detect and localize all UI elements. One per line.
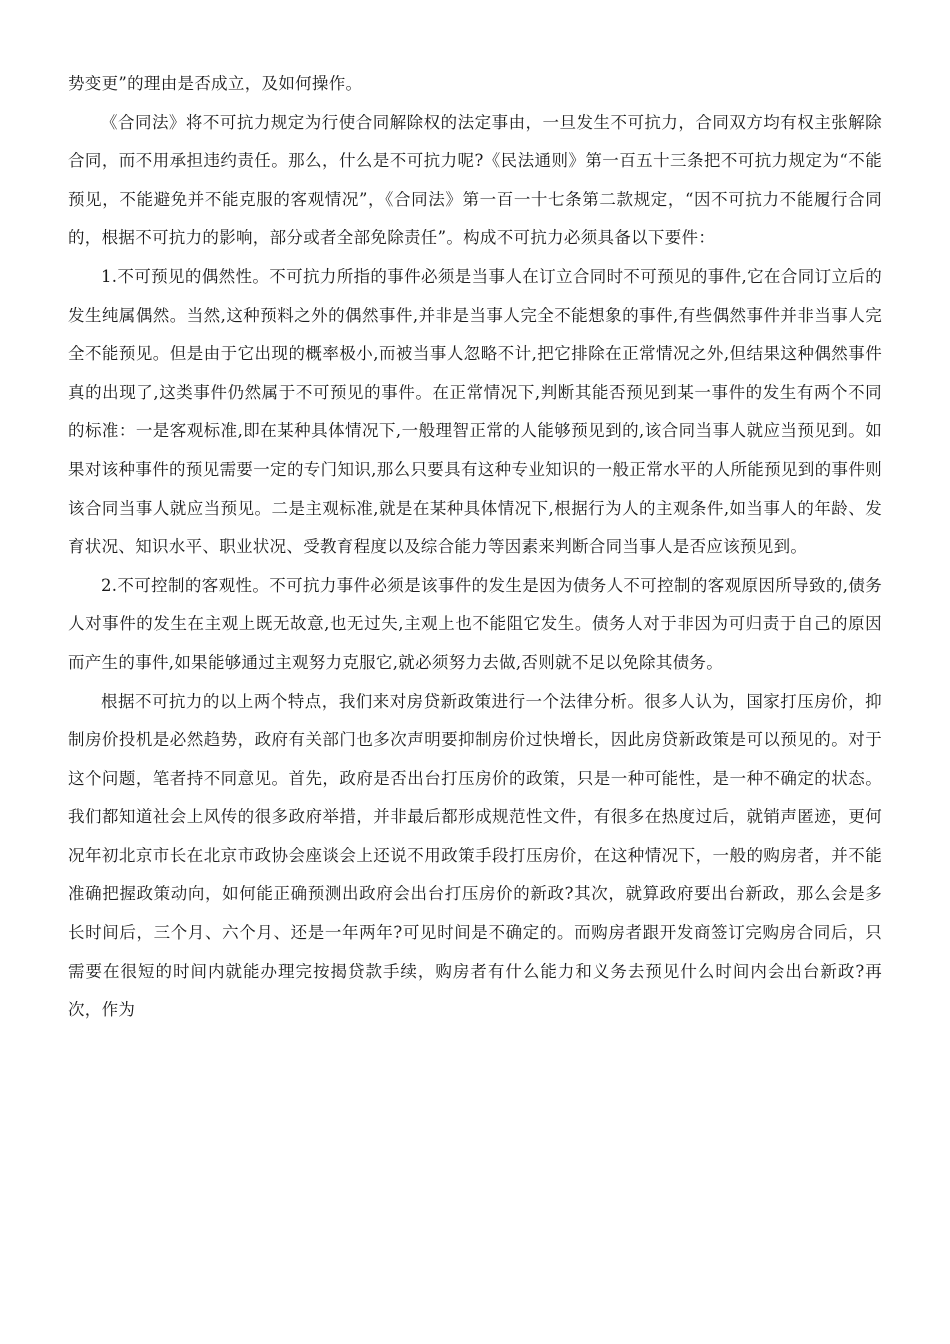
paragraph-force-majeure-definition: 《合同法》将不可抗力规定为行使合同解除权的法定事由，一旦发生不可抗力，合同双方均有权主张解除合同，而不用承担违约责任。那么，什么是不可抗力呢?《民法通则》第一百五十三条把不可抗力规定为“不能预见，不能避免并不能克服的客观情况”，《合同法》第一百一十七条第二款规定，“因不可抗力不能履行合同的，根据不可抗力的影响，部分或者全部免除责任”。构成不可抗力必须具备以下要件： (68, 112, 882, 248)
paragraph-uncontrollable: 2.不可控制的客观性。不可抗力事件必须是该事件的发生是因为债务人不可控制的客观原因所导致的,债务人对事件的发生在主观上既无故意,也无过失,主观上也不能阻它发生。债务人对于非因为可归责于自己的原因而产生的事件,如果能够通过主观努力克服它,就必须努力去做,否则就不足以免除其债务。 (68, 575, 882, 672)
paragraph-legal-analysis: 根据不可抗力的以上两个特点，我们来对房贷新政策进行一个法律分析。很多人认为，国家打压房价，抑制房价投机是必然趋势，政府有关部门也多次声明要抑制房价过快增长，因此房贷新政策是可以预见的。对于这个问题，笔者持不同意见。首先，政府是否出台打压房价的政策，只是一种可能性，是一种不确定的状态。我们都知道社会上风传的很多政府举措，并非最后都形成规范性文件，有很多在热度过后，就销声匿迹，更何况年初北京市长在北京市政协会座谈会上还说不用政策手段打压房价，在这种情况下，一般的购房者，并不能准确把握政策动向，如何能正确预测出政府会出台打压房价的新政?其次，就算政府要出台新政，那么会是多长时间后，三个月、六个月、还是一年两年?可见时间是不确定的。而购房者跟开发商签订完购房合同后，只需要在很短的时间内就能办理完按揭贷款手续，购房者有什么能力和义务去预见什么时间内会出台新政?再次，作为 (68, 691, 882, 1020)
paragraph-unforeseeable: 1.不可预见的偶然性。不可抗力所指的事件必须是当事人在订立合同时不可预见的事件,它在合同订立后的发生纯属偶然。当然,这种预料之外的偶然事件,并非是当事人完全不能想象的事件,有些偶然事件并非当事人完全不能预见。但是由于它出现的概率极小,而被当事人忽略不计,把它排除在正常情况之外,但结果这种偶然事件真的出现了,这类事件仍然属于不可预见的事件。在正常情况下,判断其能否预见到某一事件的发生有两个不同的标准：一是客观标准,即在某种具体情况下,一般理智正常的人能够预见到的,该合同当事人就应当预见到。如果对该种事件的预见需要一定的专门知识,那么只要具有这种专业知识的一般正常水平的人所能预见到的事件则该合同当事人就应当预见。二是主观标准,就是在某种具体情况下,根据行为人的主观条件,如当事人的年龄、发育状况、知识水平、职业状况、受教育程度以及综合能力等因素来判断合同当事人是否应该预见到。 (68, 266, 882, 557)
paragraph-continuation: 势变更”的理由是否成立，及如何操作。 (68, 74, 363, 93)
document-body (68, 65, 882, 1030)
